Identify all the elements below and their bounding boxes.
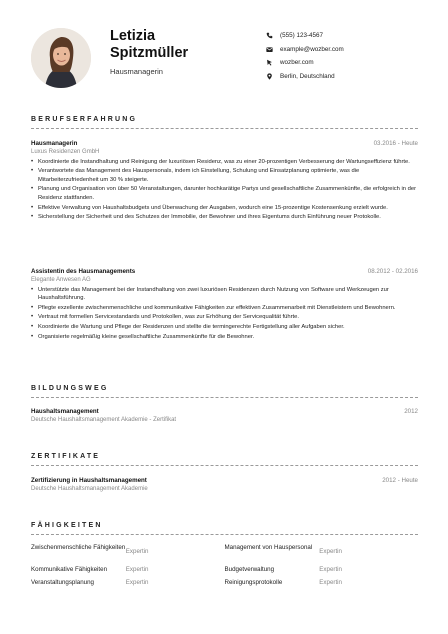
candidate-last-name: Spitzmüller — [110, 45, 189, 61]
section-title-education: BILDUNGSWEG — [31, 385, 109, 392]
section-divider — [31, 128, 418, 129]
skill-row — [31, 544, 418, 566]
experience-dates: 03.2016 - Heute — [373, 140, 418, 147]
experience-bullets — [31, 286, 418, 342]
skill-level: Expertin — [125, 566, 149, 573]
experience-bullet: • Sicherstellung der Sicherheit und des Schutzes der Immobilie, der Bewohner und ihres Eigentums durch Einführung neuer Protokolle. — [31, 213, 418, 222]
experience-entry — [31, 140, 418, 223]
skill-level: Expertin — [319, 566, 342, 573]
contact-website-text[interactable]: wozber.com — [280, 59, 314, 66]
skill-level: Expertin — [125, 579, 149, 586]
experience-dates: 08.2012 - 02.2016 — [367, 268, 418, 275]
experience-bullet: • Planung und Organisation von über 50 Veranstaltungen, darunter hochkarätige Partys und gesellschaftliche Zusammenkünfte, die erfolgreich in der Residenz stattfanden. — [31, 185, 418, 203]
skill-name: Management von Hauspersonal — [224, 544, 313, 551]
experience-company: Elegante Anwesen AG — [31, 276, 91, 283]
contact-location-text: Berlin, Deutschland — [280, 72, 335, 80]
experience-bullet: • Unterstützte das Management bei der Instandhaltung von zwei luxuriösen Residenzen durch Nutzung von Software und Werkzeugen zur Haushaltsführung. — [31, 286, 418, 304]
skill-level: Expertin — [319, 548, 342, 555]
experience-bullet: • Pflegte exzellente zwischenmenschliche und kommunikative Fähigkeiten zur effektiven Zusammenarbeit mit Dienstleistern und Bewohnern. — [31, 304, 418, 313]
contact-email — [266, 43, 436, 56]
certificate-dates: 2012 - Heute — [382, 477, 418, 484]
section-divider — [31, 534, 418, 535]
contact-location — [266, 70, 436, 83]
experience-role: Hausmanagerin — [31, 140, 78, 147]
skill-name: Zwischenmenschliche Fähigkeiten — [31, 544, 126, 551]
skill-level: Expertin — [319, 579, 342, 586]
experience-bullet: • Organisierte regelmäßig kleine gesellschaftliche Zusammenkünfte für die Bewohner. — [31, 333, 418, 342]
education-degree: Haushaltsmanagement — [31, 408, 99, 415]
phone-icon — [266, 32, 280, 39]
experience-bullets — [31, 158, 418, 223]
skill-row — [31, 566, 418, 579]
section-divider — [31, 397, 418, 398]
candidate-first-name: Letizia — [110, 28, 156, 44]
location-pin-icon — [266, 73, 280, 80]
contact-phone — [266, 29, 436, 42]
certificate-issuer: Deutsche Haushaltsmanagement Akademie — [31, 485, 148, 492]
skill-level: Expertin — [125, 548, 149, 555]
education-institution: Deutsche Haushaltsmanagement Akademie - Zertifikat — [31, 416, 177, 423]
section-title-skills: FÄHIGKEITEN — [31, 522, 103, 529]
experience-bullet: • Verantwortete das Management des Hauspersonals, indem ich Einstellung, Schulung und Einsatzplanung optimierte, was die Mitarbeiterzufriedenheit um 30 % steigerte. — [31, 167, 418, 185]
section-divider — [31, 465, 418, 466]
skill-name: Veranstaltungsplanung — [31, 579, 94, 586]
mail-icon — [266, 46, 280, 53]
experience-bullet: • Effektive Verwaltung von Haushaltsbudgets und Überwachung der Ausgaben, wodurch eine 15-prozentige Kostensenkung erzielt wurde. — [31, 204, 418, 213]
contact-email-text[interactable]: example@wozber.com — [280, 45, 344, 53]
experience-role: Assistentin des Hausmanagements — [31, 268, 136, 275]
job-title: Hausmanagerin — [110, 67, 163, 76]
skills-grid — [31, 544, 418, 592]
skill-name: Kommunikative Fähigkeiten — [31, 566, 108, 573]
education-entry — [31, 408, 418, 423]
certificate-entry — [31, 477, 418, 492]
contact-list — [266, 29, 436, 83]
contact-phone-text[interactable]: (555) 123-4567 — [280, 32, 324, 39]
profile-photo — [31, 28, 91, 88]
experience-entry — [31, 268, 418, 342]
certificate-name: Zertifizierung in Haushaltsmanagement — [31, 477, 147, 484]
skill-name: Budgetverwaltung — [224, 566, 275, 573]
skill-row — [31, 579, 418, 592]
cursor-icon — [266, 59, 280, 66]
experience-bullet: • Koordinierte die Wartung und Pflege der Residenzen und stellte die termingerechte Fertigstellung aller Aufgaben sicher. — [31, 323, 418, 332]
experience-bullet: • Koordinierte die Instandhaltung und Reinigung der luxuriösen Residenz, was zu einer 20-prozentigen Verbesserung der Wartungseffizienz führte. — [31, 158, 418, 167]
experience-company: Luxus Residenzen GmbH — [31, 148, 100, 155]
contact-website — [266, 56, 436, 69]
experience-bullet: • Vertraut mit formellen Servicestandards und Protokollen, was zur Erhöhung der Servicequalität führte. — [31, 313, 418, 322]
skill-name: Reinigungsprotokolle — [224, 579, 283, 586]
section-title-certificates: ZERTIFIKATE — [31, 453, 101, 460]
profile-photo-illustration — [31, 28, 91, 88]
section-title-experience: BERUFSERFAHRUNG — [31, 116, 138, 123]
candidate-name — [110, 28, 188, 62]
education-dates: 2012 — [404, 408, 418, 415]
